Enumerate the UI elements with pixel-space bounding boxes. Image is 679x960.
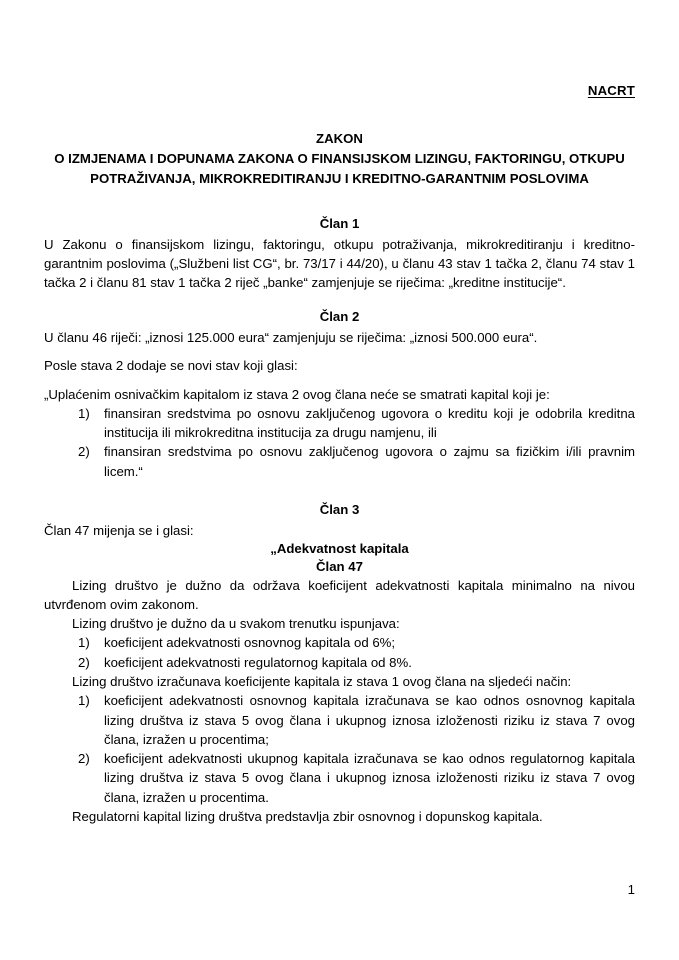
spacer [44, 376, 635, 385]
document-content [44, 84, 635, 826]
list-item [44, 442, 635, 481]
article-47-paragraph-2: Lizing društvo je dužno da u svakom trenutku ispunjava: [72, 616, 400, 632]
article-heading-1: Član 1 [319, 215, 360, 231]
list-item-text: koeficijent adekvatnosti osnovnog kapitala izračunava se kao odnos osnovnog kapitala lizing društva iz stava 5 ovog člana i ukupnog iznosa izloženosti riziku iz stava 7 ovog člana, izražen u procentima; [104, 693, 635, 747]
article-2-paragraph-1: U članu 46 riječi: „iznosi 125.000 eura“ zamjenjuju se riječima: „iznosi 500.000 eura“. [44, 330, 538, 346]
list-item [44, 633, 635, 652]
article-2-paragraph-3: „Uplaćenim osnivačkim kapitalom iz stava 2 ovog člana neće se smatrati kapital koji je: [44, 386, 550, 402]
list-item [44, 653, 635, 672]
list-item [44, 691, 635, 749]
article-heading-3: Član 3 [319, 501, 360, 517]
list-item-text: finansiran sredstvima po osnovu zaključenog ugovora o zajmu sa fizičkim i/ili pravnim licem.“ [104, 444, 635, 479]
article-1-paragraph-1: U Zakonu o finansijskom lizingu, faktoringu, otkupu potraživanja, mikrokreditiranju i kreditno-garantnim poslovima („Službeni list CG“, br. 73/17 i 44/20), u članu 43 stav 1 tačka 2, članu 74 stav 1 tačka 2 i članu 81 stav 1 tačka 2 riječ „banke“ zamjenjuje se riječima: „kreditne institucije“. [44, 236, 635, 291]
article-47-list-a [44, 633, 635, 672]
list-item-marker: 2) [78, 751, 90, 767]
list-item-marker: 1) [78, 693, 90, 709]
list-item-marker: 1) [78, 635, 90, 651]
article-2-list [44, 404, 635, 481]
spacer [44, 347, 635, 356]
list-item [44, 749, 635, 807]
article-47-closing: Regulatorni kapital lizing društva predstavlja zbir osnovnog i dopunskog kapitala. [72, 808, 543, 824]
title-kind: ZAKON [316, 130, 363, 146]
list-item-marker: 2) [78, 444, 90, 460]
page-number: 1 [627, 882, 635, 897]
list-item [44, 404, 635, 443]
list-item-text: koeficijent adekvatnosti osnovnog kapitala od 6%; [104, 635, 396, 651]
spacer [44, 481, 635, 501]
article-47-paragraph-1: Lizing društvo je dužno da održava koeficijent adekvatnosti kapitala minimalno na nivou utvrđenom ovim zakonom. [44, 577, 635, 612]
quoted-section-title: „Adekvatnost kapitala [270, 541, 409, 557]
spacer [44, 292, 635, 308]
article-2-paragraph-2: Posle stava 2 dodaje se novi stav koji glasi: [44, 358, 298, 374]
article-3-lead: Član 47 mijenja se i glasi: [44, 522, 194, 538]
draft-marker-label: NACRT [587, 83, 635, 98]
article-47-lead-b: Lizing društvo izračunava koeficijente kapitala iz stava 1 ovog člana na sljedeći način: [72, 674, 572, 690]
article-heading-2: Član 2 [319, 309, 360, 325]
list-item-text: finansiran sredstvima po osnovu zaključenog ugovora o kreditu koji je odobrila kreditna institucija ili mikrokreditna institucija za drugu namjenu, ili [104, 405, 635, 441]
quoted-article-heading: Član 47 [316, 558, 363, 574]
title-subject: O IZMJENAMA I DOPUNAMA ZAKONA O FINANSIJSKOM LIZINGU, FAKTORINGU, OTKUPU POTRAŽIVANJA, MIKROKREDITIRANJU I KREDITNO-GARANTNIM POSLOVIMA [54, 150, 625, 186]
list-item-marker: 2) [78, 654, 90, 670]
article-47-list-b [44, 691, 635, 807]
list-item-marker: 1) [78, 405, 90, 421]
draft-marker [44, 84, 635, 99]
list-item-text: koeficijent adekvatnosti ukupnog kapitala izračunava se kao odnos regulatornog kapitala lizing društva iz stava 5 ovog člana i ukupnog iznosa izloženosti riziku iz stava 7 ovog člana, izražen u procentima. [104, 751, 635, 805]
document-title-block [44, 129, 635, 189]
list-item-text: koeficijent adekvatnosti regulatornog kapitala od 8%. [104, 654, 412, 670]
